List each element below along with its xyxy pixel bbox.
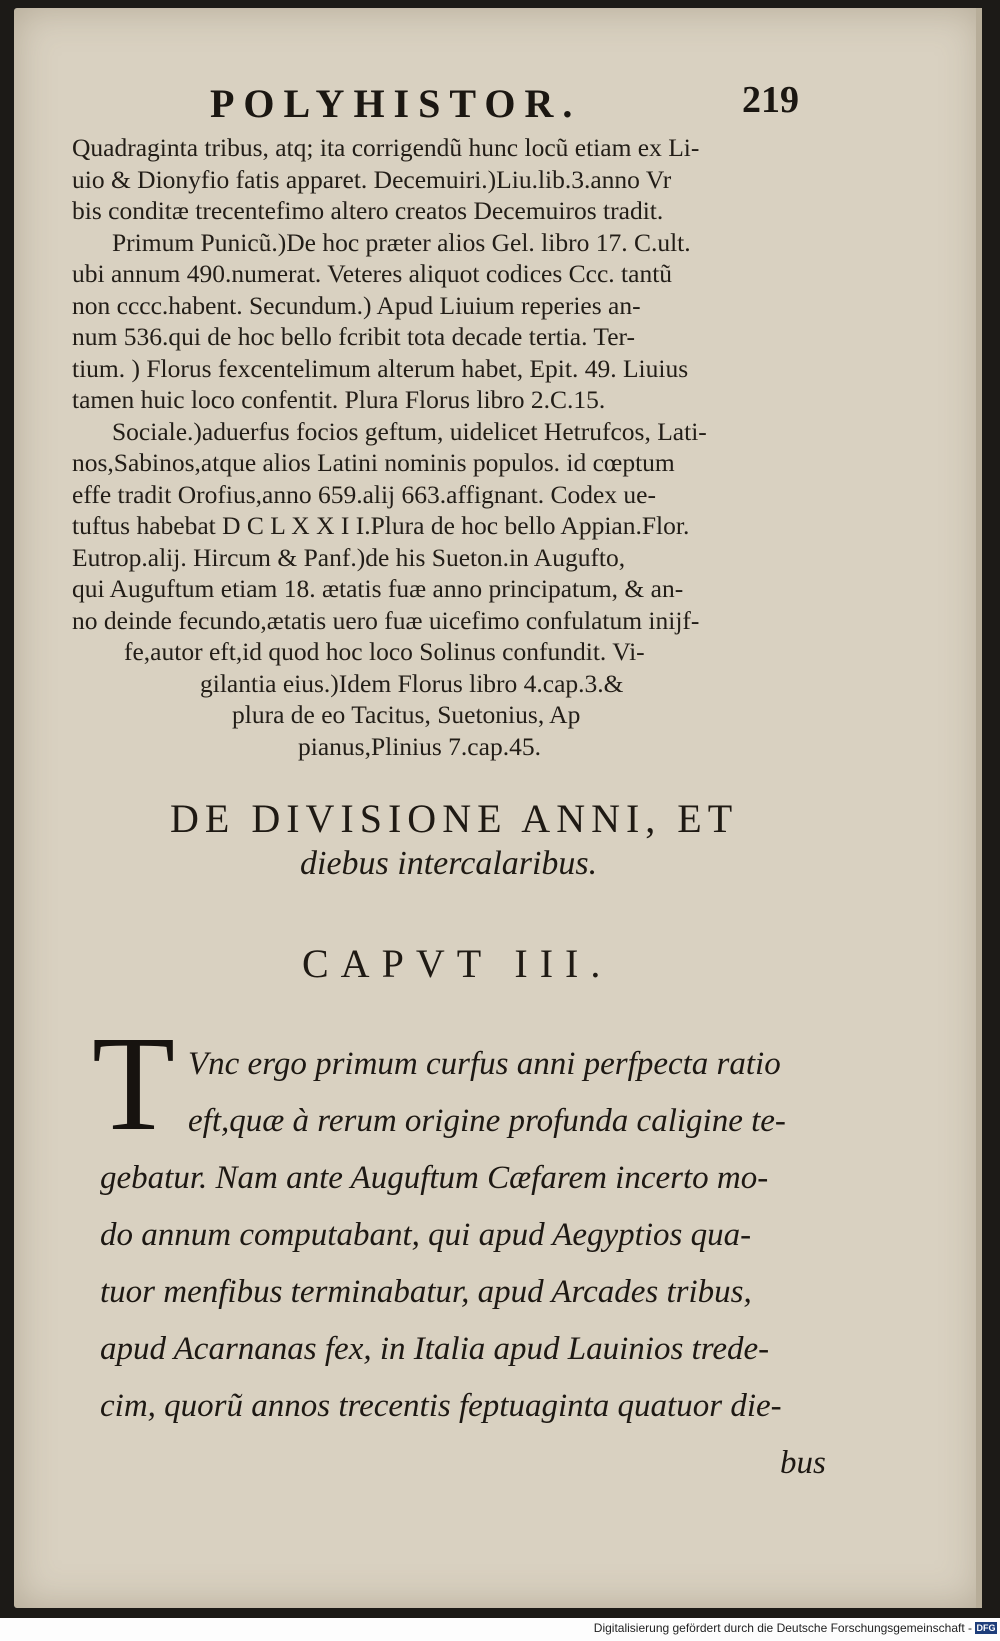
body-line: cim, quorũ annos trecentis feptuaginta quatuor die- [100,1388,782,1424]
note-line: effe tradit Orofius,anno 659.alij 663.affignant. Codex ue- [72,479,656,509]
note-line: tuftus habebat D C L X X I I.Plura de hoc bello Appian.Flor. [72,511,690,540]
note-line: Eutrop.alij. Hircum & Panf.)de his Sueton.in Augufto, [72,542,626,572]
chapter-title: DE DIVISIONE ANNI, ET [170,796,739,841]
note-line: pianus,Plinius 7.cap.45. [298,731,541,761]
commentary-notes [72,132,812,762]
note-line: qui Auguftum etiam 18. ætatis fuæ anno principatum, & an- [72,574,684,603]
running-head-title: POLYHISTOR. [210,81,582,126]
chapter-number: CAPVT III. [302,941,613,986]
note-line: non cccc.habent. Secundum.) Apud Liuium reperies an- [72,290,641,320]
note-line: tium. ) Florus fexcentelimum alterum habet, Epit. 49. Liuius [72,353,689,383]
page-edge [976,8,982,1608]
note-line: uio & Dionyfio fatis apparet. Decemuiri.)Liu.lib.3.anno Vr [72,164,672,194]
catchword: bus [780,1445,826,1481]
dfg-logo: DFG [976,1623,996,1633]
note-line: tamen huic loco confentit. Plura Florus libro 2.C.15. [72,385,606,414]
funding-credit: Digitalisierung gefördert durch die Deutsche Forschungsgemeinschaft - [593,1621,972,1635]
note-line: num 536.qui de hoc bello fcribit tota decade tertia. Ter- [72,322,635,351]
chapter-subtitle: diebus intercalaribus. [300,845,598,882]
note-line: no deinde fecundo,ætatis uero fuæ uicefimo confulatum inijf- [72,605,700,635]
body-line: eft,quæ à rerum origine profunda caligine te- [188,1103,786,1139]
note-line: plura de eo Tacitus, Suetonius, Ap [232,700,581,729]
note-line: ubi annum 490.numerat. Veteres aliquot codices Ccc. tantũ [72,259,673,288]
note-line: nos,Sabinos,atque alios Latini nominis populos. id cœptum [72,448,675,477]
note-line: gilantia eius.)Idem Florus libro 4.cap.3.& [200,668,624,698]
note-line: bis conditæ trecentefimo altero creatos Decemuiros tradit. [72,196,664,225]
body-line: tuor menfibus terminabatur, apud Arcades tribus, [100,1274,752,1310]
body-line: do annum computabant, qui apud Aegyptios qua- [100,1217,752,1253]
body-line: Vnc ergo primum curfus anni perfpecta ratio [188,1046,781,1082]
note-line: Sociale.)aduerfus focios geftum, uidelicet Hetrufcos, Lati- [112,416,707,446]
note-line: Primum Punicũ.)De hoc præter alios Gel. libro 17. C.ult. [112,227,691,257]
note-line: fe,autor eft,id quod hoc loco Solinus confundit. Vi- [124,637,645,666]
page-number: 219 [742,79,799,121]
body-line: apud Acarnanas fex, in Italia apud Lauinios trede- [100,1331,770,1367]
digitization-footer [0,1618,1000,1641]
body-line: gebatur. Nam ante Auguftum Cæfarem incerto mo- [100,1160,769,1196]
drop-cap: T [92,1009,176,1159]
note-line: Quadraginta tribus, atq; ita corrigendũ hunc locũ etiam ex Li- [72,133,700,162]
chapter-body [100,1036,840,1492]
